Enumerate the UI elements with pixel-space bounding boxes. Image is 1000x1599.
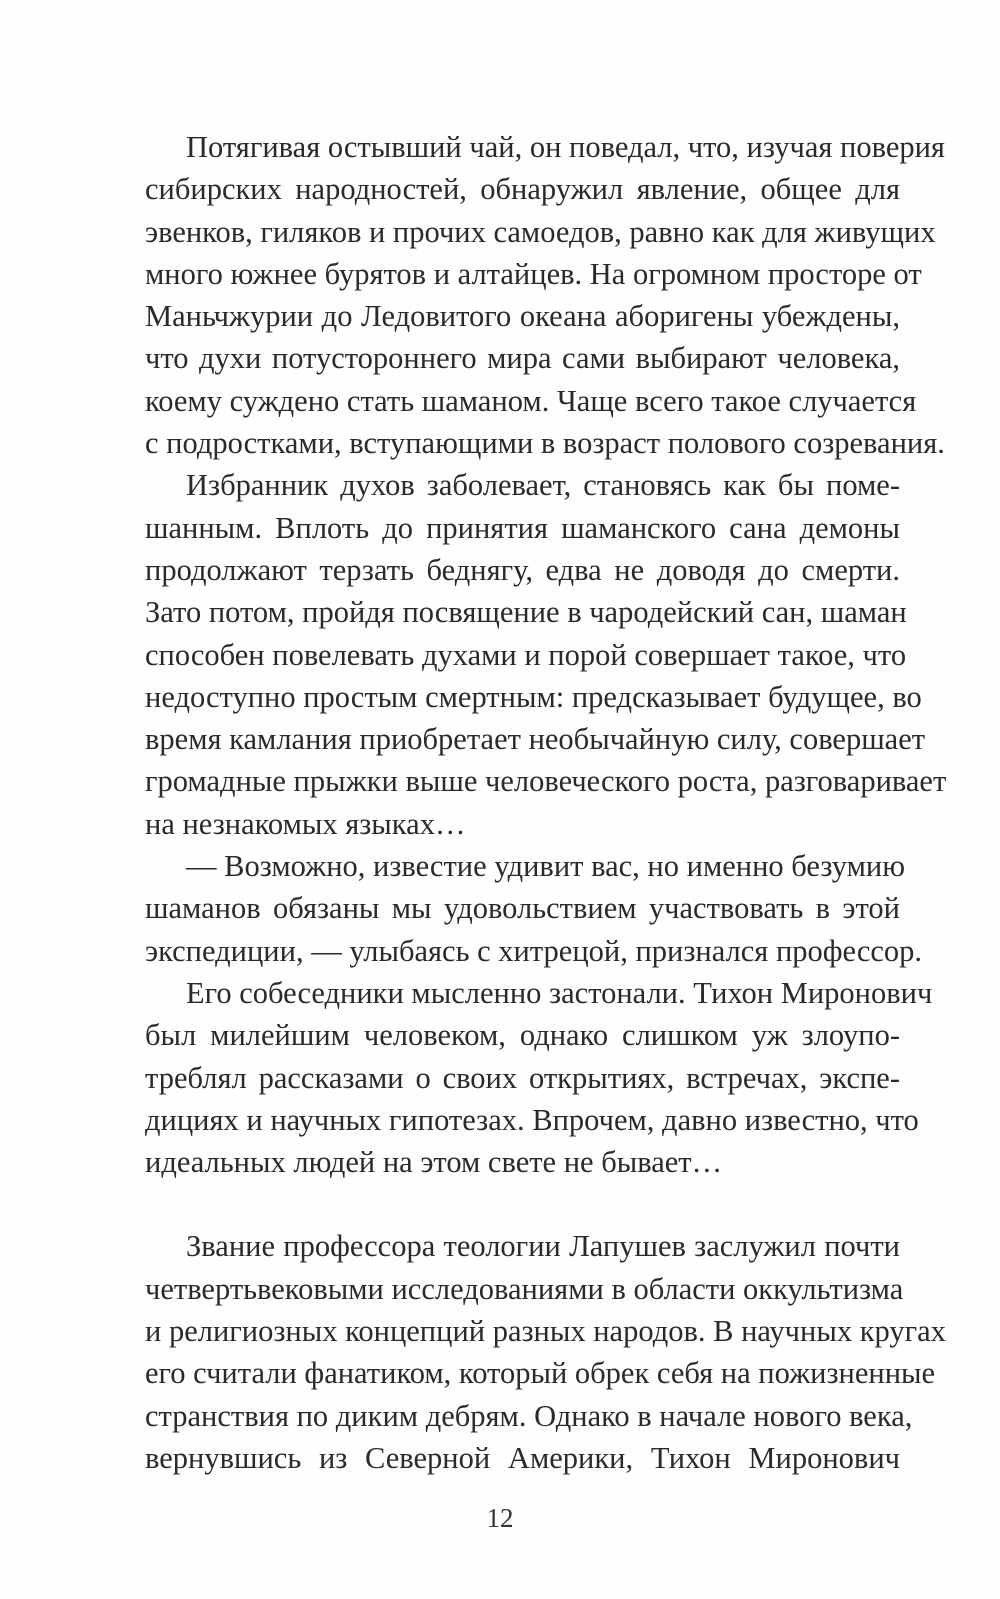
text-line: громадные прыжки выше человеческого роста, разговаривает bbox=[145, 764, 947, 799]
text-line: шанным. Вплоть до принятия шаманского сана демоны bbox=[145, 510, 900, 545]
paragraph bbox=[145, 845, 923, 972]
text-line: странствия по диким дебрям. Однако в начале нового века, bbox=[145, 1398, 913, 1433]
text-line: коему суждено стать шаманом. Чаще всего такое случается bbox=[145, 383, 917, 418]
text-line: с подростками, вступающими в возраст полового созревания. bbox=[145, 426, 945, 461]
text-line: треблял рассказами о своих открытиях, встречах, экспе- bbox=[145, 1060, 900, 1095]
text-line: и религиозных концепций разных народов. В научных кругах bbox=[145, 1314, 946, 1349]
text-line: Маньчжурии до Ледовитого океана аборигены убеждены, bbox=[145, 299, 900, 334]
text-line: эвенков, гиляков и прочих самоедов, равно как для живущих bbox=[145, 214, 936, 249]
text-line: шаманов обязаны мы удовольствием участвовать в этой bbox=[145, 891, 900, 926]
text-line: вернувшись из Северной Америки, Тихон Миронович bbox=[145, 1440, 900, 1475]
text-line: Избранник духов заболевает, становясь как бы поме- bbox=[186, 468, 900, 503]
paragraph bbox=[145, 126, 945, 464]
text-line: на незнакомых языках… bbox=[145, 806, 466, 841]
text-line: — Возможно, известие удивит вас, но именно безумию bbox=[186, 849, 905, 884]
text-line: идеальных людей на этом свете не бывает… bbox=[145, 1145, 723, 1180]
text-line: его считали фанатиком, который обрек себя на пожизненные bbox=[145, 1356, 936, 1391]
text-line: сибирских народностей, обнаружил явление, общее для bbox=[145, 172, 900, 207]
paragraph bbox=[145, 464, 947, 845]
body-text bbox=[145, 126, 947, 1479]
text-line: экспедиции, — улыбаясь с хитрецой, признался профессор. bbox=[145, 933, 923, 968]
page-number: 12 bbox=[486, 1503, 514, 1533]
text-line: Потягивая остывший чай, он поведал, что, изучая поверия bbox=[186, 130, 945, 164]
text-line: Его собеседники мысленно застонали. Тихон Миронович bbox=[186, 975, 933, 1010]
paragraph bbox=[145, 972, 933, 1183]
text-line: что духи потустороннего мира сами выбирают человека, bbox=[145, 341, 900, 376]
text-line: Звание профессора теологии Лапушев заслужил почти bbox=[186, 1229, 900, 1264]
text-line: способен повелевать духами и порой совершает такое, что bbox=[145, 637, 907, 672]
text-line: продолжают терзать беднягу, едва не доводя до смерти. bbox=[145, 552, 900, 587]
text-line: четвертьвековыми исследованиями в области оккультизма bbox=[145, 1271, 904, 1306]
text-line: много южнее бурятов и алтайцев. На огромном просторе от bbox=[145, 256, 922, 291]
paragraph bbox=[145, 1225, 946, 1479]
text-line: время камлания приобретает необычайную силу, совершает bbox=[145, 722, 926, 757]
text-line: дициях и научных гипотезах. Впрочем, давно известно, что bbox=[145, 1102, 919, 1137]
text-line: Зато потом, пройдя посвящение в чародейский сан, шаман bbox=[145, 595, 907, 630]
text-line: был милейшим человеком, однако слишком уж злоупо- bbox=[145, 1018, 900, 1053]
text-line: недоступно простым смертным: предсказывает будущее, во bbox=[145, 679, 922, 714]
section-break bbox=[145, 1183, 900, 1225]
